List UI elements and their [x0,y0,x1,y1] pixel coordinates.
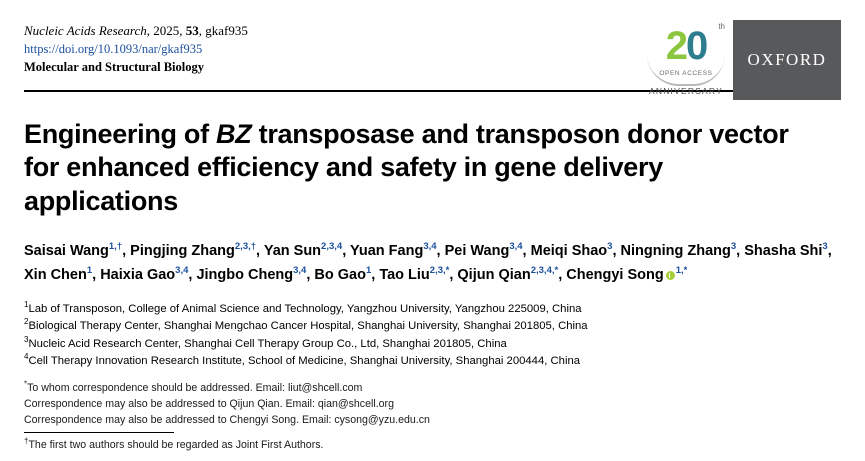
author-affiliation-marker: 2,3,† [234,241,257,253]
author-affiliation-marker: 3 [730,241,737,253]
author-name: Bo Gao [314,266,366,283]
affiliation-marker: 4 [24,352,29,362]
author-name: Yan Sun [263,243,322,260]
footnote: †The first two authors should be regarded as Joint First Authors. [24,436,324,452]
orcid-icon[interactable] [666,271,675,280]
correspondence-note: *To whom correspondence should be addressed. Email: liut@shcell.com [24,379,363,394]
affiliation-marker: 2 [24,317,29,327]
correspondence-note: Correspondence may also be addressed to Chengyi Song. Email: cysong@yzu.edu.cn [24,413,430,426]
anniversary-label: ANNIVERSARY [649,86,723,96]
footnote-divider [24,432,174,433]
note-marker: * [24,379,28,389]
author-name: Chengyi Song [566,266,664,283]
journal-citation-line [24,22,248,40]
author-affiliation-marker: 1 [86,264,93,276]
journal-info [24,18,248,77]
author-name: Yuan Fang [349,243,424,260]
author-name: Haixia Gao [100,266,176,283]
title-part-2: transposase and transposon donor vector for enhanced efficiency and safety in gene delivery applications [24,119,789,216]
affiliation-marker: 1 [24,300,29,310]
author-affiliation-marker: 3,4 [293,264,307,276]
author-name: Xin Chen [24,266,87,283]
author-affiliation-marker: 3,4 [423,241,437,253]
anniversary-logo [639,20,733,102]
author-name: Meiqi Shao [530,243,608,260]
author-name: Pingjing Zhang [130,243,235,260]
title-italic-gene: BZ [216,119,252,149]
journal-section: Molecular and Structural Biology [24,60,204,75]
footnote-marker: † [24,436,29,446]
author-affiliation-marker: 1,* [675,264,688,276]
anniversary-number: 20 [665,24,707,68]
author-name: Pei Wang [444,243,510,260]
journal-article-id: , gkaf935 [198,23,248,38]
author-affiliation-marker: 1,† [108,241,123,253]
affiliation-item: $^4$Cell Therapy Innovation Research Institute, School of Medicine, Shanghai University, Shanghai 200444, China [24,352,581,368]
author-name: Saisai Wang [24,243,109,260]
affiliation-list [24,301,841,371]
author-name: Jingbo Cheng [196,266,294,283]
author-affiliation-marker: 2,3,4 [321,241,343,253]
page-title [24,118,824,218]
journal-year: , 2025, [146,23,186,38]
author-affiliation-marker: 3 [822,241,828,253]
oxford-logo: OXFORD [733,20,841,100]
logo-group [639,18,841,102]
doi-link[interactable]: https://doi.org/10.1093/nar/gkaf935 [24,41,203,56]
affiliation-item: $^1$Lab of Transposon, College of Animal Science and Technology, Yangzhou University, Yangzhou 225009, China [24,300,582,315]
author-name: Qijun Qian [457,266,531,283]
journal-volume: 53 [185,23,199,38]
author-affiliation-marker: 2,3,4,* [530,264,559,276]
author-affiliation-marker: 3 [607,241,613,253]
author-affiliation-marker: 3,4 [509,241,523,253]
correspondence-note: Correspondence may also be addressed to Qijun Qian. Email: qian@shcell.org [24,397,394,410]
author-list: Saisai Wang$^{1,\dagger}$, Pingjing Zhang$^{2,3,\dagger}$, Yan Sun$^{2,3,4}$, Yuan Fang$^{3,4}$, Pei Wang$^{3,4}$, Meiqi Shao$^3$, Ningning Zhang$^3$, Shasha Shi$^3$, Xin Chen$^1$, Haixia Gao$^{3,4}$, Jingbo Cheng$^{3,4}$, Bo Gao$^1$, Tao Liu$^{2,3,*}$, Qijun Qian$^{2,3,4,*}$, Chengyi Song $^{1,*}$ [24,241,832,283]
affiliation-item: $^3$Nucleic Acid Research Center, Shanghai Cell Therapy Group Co., Ltd, Shanghai 201805, China [24,335,507,350]
author-name: Tao Liu [379,266,430,283]
anniversary-open-access-label: OPEN ACCESS [659,70,713,77]
affiliation-marker: 3 [24,335,29,345]
title-part-1: Engineering of [24,119,217,149]
anniversary-arc [647,54,725,86]
journal-name: Nucleic Acids Research [24,23,147,38]
author-affiliation-marker: 2,3,* [429,264,450,276]
author-affiliation-marker: 1 [365,264,372,276]
correspondence-notes [24,380,841,453]
author-name: Shasha Shi [744,243,823,260]
author-name: Ningning Zhang [620,243,731,260]
masthead [24,0,841,96]
affiliation-item: $^2$Biological Therapy Center, Shanghai Mengchao Cancer Hospital, Shanghai University, Shanghai 201805, China [24,317,588,333]
author-affiliation-marker: 3,4 [175,264,189,276]
anniversary-superscript: th [718,22,725,31]
